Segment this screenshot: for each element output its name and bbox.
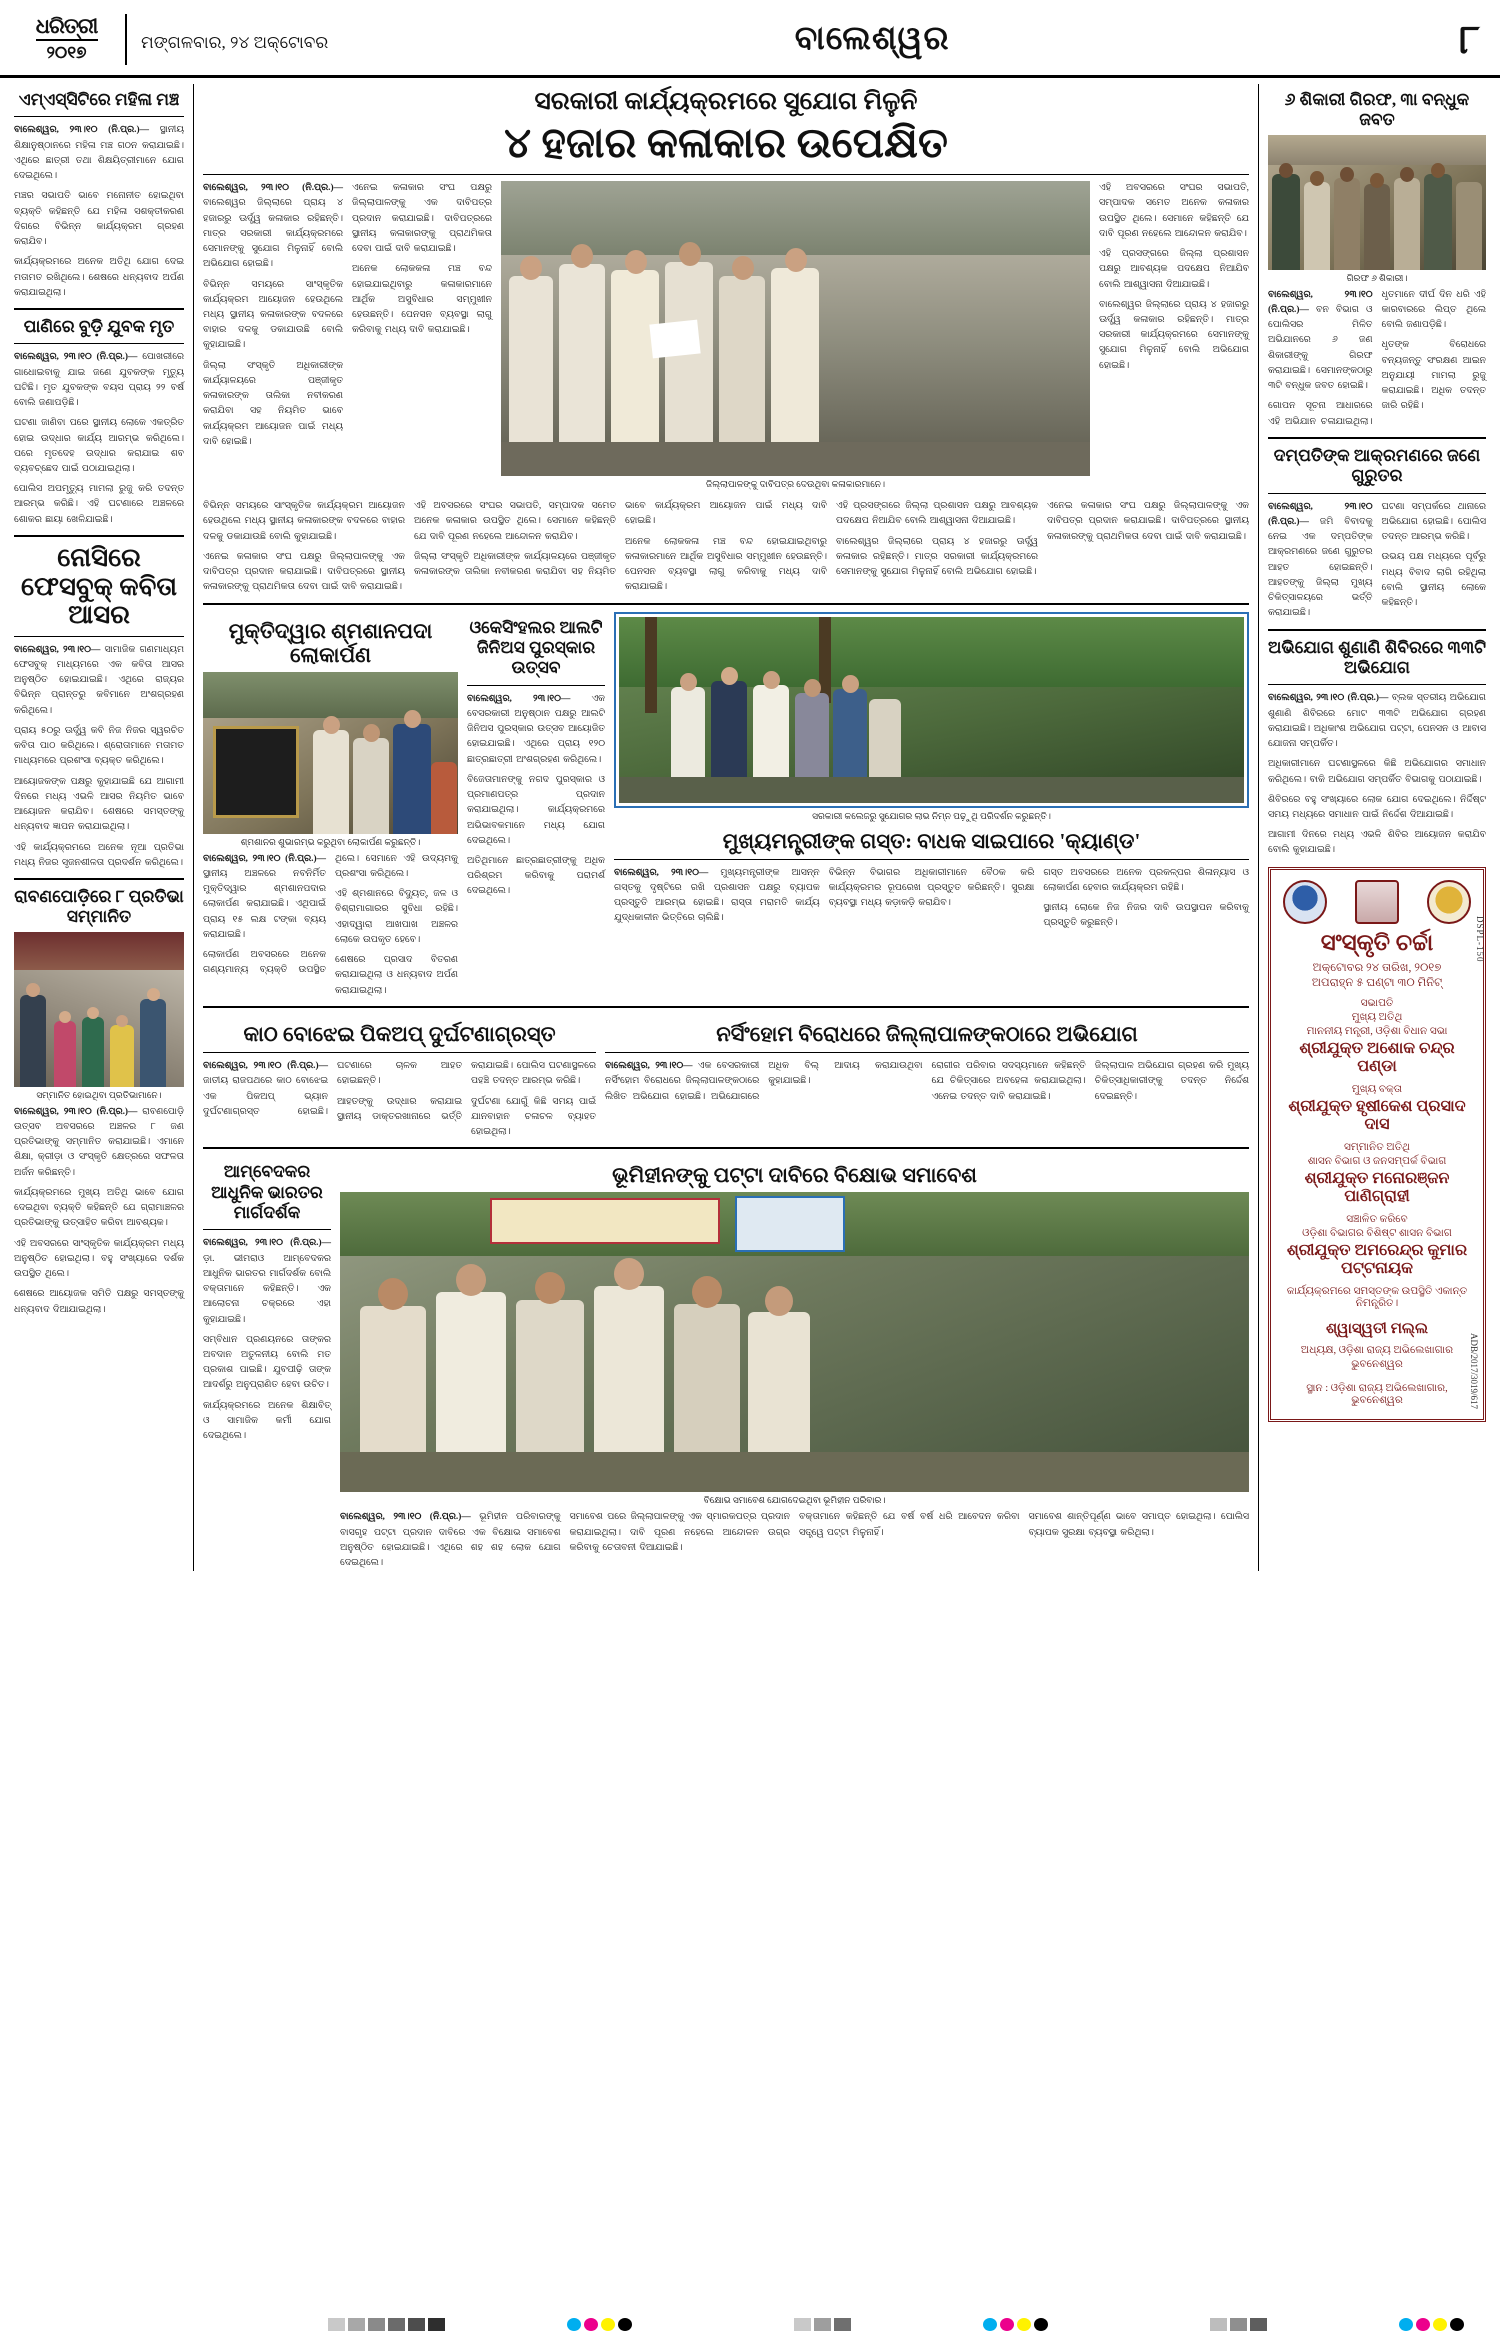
advertisement xyxy=(1268,867,1486,1422)
main-column xyxy=(203,84,1249,1571)
paragraph: ଭୂମିହୀନ ପରିବାରଙ୍କୁ ବାସଗୃହ ପଟ୍ଟା ପ୍ରଦାନ ଦାବିରେ ଏକ ବିକ୍ଷୋଭ ସମାବେଶ ଅନୁଷ୍ଠିତ ହୋଇଯାଇଛି। ଏଥିରେ ଶହ ଶହ ଲୋକ ଯୋଗ ଦେଇଥିଲେ। xyxy=(340,1512,561,1569)
newspaper-logo xyxy=(14,4,119,75)
paragraph: ଏହି ପ୍ରସଙ୍ଗରେ ଜିଲ୍ଲା ପ୍ରଶାସନ ପକ୍ଷରୁ ଆବଶ୍ୟକ ପଦକ୍ଷେପ ନିଆଯିବ ବୋଲି ଆଶ୍ୱାସନା ଦିଆଯାଇଛି। xyxy=(836,501,1038,527)
paragraph: ପ୍ରାୟ ୫୦ରୁ ଊର୍ଦ୍ଧ୍ୱ କବି ନିଜ ନିଜର ସ୍ୱରଚିତ କବିତା ପାଠ କରିଥିଲେ। ଶ୍ରୋତାମାନେ ମତାମତ ମାଧ୍ୟମରେ ପ୍ରଶଂସା ବ୍ୟକ୍ତ କରିଥିଲେ। xyxy=(14,725,184,767)
story-headline: ରାବଣପୋଡ଼ିରେ ୮ ପ୍ରତିଭା ସମ୍ମାନିତ xyxy=(14,887,184,927)
lead-body-col3 xyxy=(1099,181,1249,494)
paragraph: ସାମାଜିକ ଗଣମାଧ୍ୟମ ଫେସବୁକ୍ ମାଧ୍ୟମରେ ଏକ କବିତା ଆସର ଅନୁଷ୍ଠିତ ହୋଇଯାଇଛି। ଏଥିରେ ରାଜ୍ୟର ବିଭିନ୍ନ ପ୍ରାନ୍ତରୁ କବିମାନେ ଅଂଶଗ୍ରହଣ କରିଥିଲେ। xyxy=(14,644,184,716)
ad-guest2-name: ଶ୍ରୀଯୁକ୍ତ ହୃଷୀକେଶ ପ୍ରସାଦ ଦାସ xyxy=(1288,1097,1466,1133)
paragraph: ଗସ୍ତ ଅବସରରେ ଅନେକ ପ୍ରକଳ୍ପର ଶିଳାନ୍ୟାସ ଓ ଲୋକାର୍ପଣ ହେବାର କାର୍ଯ୍ୟକ୍ରମ ରହିଛି। xyxy=(1043,867,1249,893)
divider xyxy=(203,1147,1249,1149)
ad-guest3-name: ଶ୍ରୀଯୁକ୍ତ ମନୋରଞ୍ଜନ ପାଣିଗ୍ରାହୀ xyxy=(1304,1169,1450,1205)
cmyk-dots-3 xyxy=(1393,2313,1470,2335)
ad-guest4-name: ଶ୍ରୀଯୁକ୍ତ ଅମରେନ୍ଦ୍ର କୁମାର ପଟ୍ଟନାୟକ xyxy=(1286,1241,1468,1277)
photo-content xyxy=(14,932,184,1087)
story-bhumihin xyxy=(340,1156,1249,1571)
paragraph: ରାବଣପୋଡ଼ି ଉତ୍ସବ ଅବସରରେ ଅଞ୍ଚଳର ୮ ଜଣ ପ୍ରତିଭାଙ୍କୁ ସମ୍ମାନିତ କରାଯାଇଛି। ଏମାନେ ଶିକ୍ଷା, କ୍ରୀଡ଼ା ଓ ସଂସ୍କୃତି କ୍ଷେତ୍ରରେ ସଫଳତା ଅର୍ଜନ କରିଛନ୍ତି। xyxy=(14,1106,185,1178)
story-body xyxy=(1268,500,1486,622)
divider xyxy=(203,174,1249,175)
ad-role-president: ସଭାପତି xyxy=(1360,997,1394,1009)
gray-ramp-3 xyxy=(1204,2313,1273,2335)
divider xyxy=(14,308,184,310)
paragraph: ବିଭିନ୍ନ ସମୟରେ ସାଂସ୍କୃତିକ କାର୍ଯ୍ୟକ୍ରମ ଆୟୋଜନ ହେଉଥିଲେ ମଧ୍ୟ ସ୍ଥାନୀୟ କଳାକାରଙ୍କ ବଦଳରେ ବାହାର ଦଳକୁ ଡକାଯାଉଛି ବୋଲି କୁହାଯାଇଛି। xyxy=(203,279,343,351)
story-headline: ନର୍ସିଂହୋମ ବିରୋଧରେ ଜିଲ୍ଲାପାଳଙ୍କଠାରେ ଅଭିଯୋଗ xyxy=(716,1021,1138,1046)
story-body xyxy=(605,1059,1249,1105)
ad-role-main-speaker: ମୁଖ୍ୟ ବକ୍ତା xyxy=(1351,1083,1403,1095)
paragraph: ପୋଲିସ ଅପମୃତ୍ୟୁ ମାମଲା ରୁଜୁ କରି ତଦନ୍ତ ଆରମ୍ଭ କରିଛି। ଏହି ଘଟଣାରେ ଅଞ୍ଚଳରେ ଶୋକର ଛାୟା ଖେଳିଯାଇଛି। xyxy=(14,484,184,525)
photo-caption: ବିକ୍ଷୋଭ ସମାବେଶ ଯୋଗଦେଇଥିବା ଭୂମିହୀନ ପରିବାର। xyxy=(703,1495,886,1506)
ad-venue: ସ୍ଥାନ : ଓଡ଼ିଶା ରାଜ୍ୟ ଅଭିଲେଖାଗାର, ଭୁବନେଶ୍ୱର xyxy=(1306,1382,1448,1406)
paragraph: ମୁଖ୍ୟମନ୍ତ୍ରୀଙ୍କ ଆସନ୍ନ ଗସ୍ତକୁ ଦୃଷ୍ଟିରେ ରଖି ପ୍ରଶାସନ ପକ୍ଷରୁ ବ୍ୟାପକ ପ୍ରସ୍ତୁତି ଆରମ୍ଭ ହୋଇଛି। ରାସ୍ତା ମରାମତି କାର୍ଯ୍ୟ ଯୁଦ୍ଧକାଳୀନ ଭିତ୍ତିରେ ଚାଲିଛି। xyxy=(614,867,820,924)
ad-guest3-desc: ଶାସନ ବିଭାଗ ଓ ଜନସମ୍ପର୍କ ବିଭାଗ xyxy=(1307,1155,1447,1167)
masthead xyxy=(0,0,1500,78)
story-body xyxy=(340,1510,1249,1571)
paragraph: ଏହି ପ୍ରସଙ୍ଗରେ ଜିଲ୍ଲା ପ୍ରଶାସନ ପକ୍ଷରୁ ଆବଶ୍ୟକ ପଦକ୍ଷେପ ନିଆଯିବ ବୋଲି ଆଶ୍ୱାସନା ଦିଆଯାଇଛି। xyxy=(1099,249,1249,290)
paragraph: ଗୋପନ ସୂଚନା ଆଧାରରେ ଏହି ଅଭିଯାନ ଚଳାଯାଇଥିଲା। ଧୃତମାନେ ଦୀର୍ଘ ଦିନ ଧରି ଏହି କାରବାରରେ ଲିପ୍ତ ଥିଲେ ବୋଲି ଜଣାପଡ଼ିଛି। xyxy=(1268,289,1486,427)
ad-title: ସଂସ୍କୃତି ଚର୍ଚ୍ଚା xyxy=(1320,929,1434,955)
story-photo xyxy=(1268,135,1486,270)
story-yubak-mruta xyxy=(14,317,184,528)
divider xyxy=(203,603,1249,605)
paragraph: କାର୍ଯ୍ୟକ୍ରମରେ ଅନେକ ଶିକ୍ଷାବିତ୍ ଓ ସାମାଜିକ କର୍ମୀ ଯୋଗ ଦେଇଥିଲେ। xyxy=(203,1400,331,1442)
paragraph: ଶେଷରେ ଆୟୋଜକ ସମିତି ପକ୍ଷରୁ ସମସ୍ତଙ୍କୁ ଧନ୍ୟବାଦ ଦିଆଯାଇଥିଲା। xyxy=(14,1289,184,1315)
paragraph: ଏକ ବେସରକାରୀ ନର୍ସିଂହୋମ ବିରୋଧରେ ଜିଲ୍ଲାପାଳଙ୍କଠାରେ ଲିଖିତ ଅଭିଯୋଗ ହୋଇଛି। ଅଭିଯୋଗରେ ଅଧିକ ବିଲ୍ ଆଦାୟ କରାଯାଉଥିବା କୁହାଯାଇଛି। xyxy=(605,1061,923,1102)
story-poachers-arrested xyxy=(1268,90,1486,430)
paragraph: ସ୍ଥାନୀୟ ଲୋକେ ନିଜ ନିଜର ଦାବି ଉପସ୍ଥାପନ କରିବାକୁ ପ୍ରସ୍ତୁତି କରୁଛନ୍ତି। xyxy=(1043,903,1249,929)
photo-caption: ଗିରଫ ୬ ଶିକାରୀ। xyxy=(1346,272,1408,283)
story-body xyxy=(14,643,184,871)
story-headline: ମୁକ୍ତିଦ୍ୱାର ଶ୍ମଶାନପଦା ଲୋକାର୍ପଣ xyxy=(228,618,433,667)
lead-photo xyxy=(501,181,1090,476)
paragraph: ଆହତଙ୍କୁ ଉଦ୍ଧାର କରାଯାଇ ସ୍ଥାନୀୟ ଡାକ୍ତରଖାନାରେ ଭର୍ତ୍ତି କରାଯାଇଛି। ପୋଲିସ ଘଟଣାସ୍ଥଳରେ ପହଞ୍ଚି ତଦନ୍ତ ଆରମ୍ଭ କରିଛି। xyxy=(337,1061,596,1122)
photo-content xyxy=(1268,135,1486,270)
story-headline: ଆମ୍ବେଦକର ଆଧୁନିକ ଭାରତର ମାର୍ଗଦର୍ଶକ xyxy=(211,1162,323,1222)
ad-signer-role: ଅଧ୍ୟକ୍ଷ, ଓଡ଼ିଶା ରାଜ୍ୟ ଅଭିଲେଖାଗାର xyxy=(1300,1344,1454,1356)
story-cm-visit xyxy=(614,612,1249,999)
institution-logo-icon xyxy=(1427,880,1471,924)
divider xyxy=(1268,437,1486,439)
paragraph: ଅନେକ ଲୋକକଳା ମଞ୍ଚ ବନ୍ଦ ହୋଇଯାଇଥିବାରୁ କଳାକାରମାନେ ଆର୍ଥିକ ଅସୁବିଧାର ସମ୍ମୁଖୀନ ହେଉଛନ୍ତି। ପେନସନ ବ୍ୟବସ୍ଥା ଲାଗୁ କରିବାକୁ ମଧ୍ୟ ଦାବି କରାଯାଇଛି। xyxy=(352,264,492,336)
dateline: ବାଲେଶ୍ୱର, ୨୩।୧୦ (ନି.ପ୍ର.)— xyxy=(14,1106,138,1117)
story-photo xyxy=(14,932,184,1087)
paragraph: ସମାବେଶ ପରେ ଜିଲ୍ଲାପାଳଙ୍କୁ ଏକ ସ୍ମାରକପତ୍ର ପ୍ରଦାନ କରାଯାଇଥିଲା। ଦାବି ପୂରଣ ନହେଲେ ଆନ୍ଦୋଳନ ଉଗ୍ର କରିବାକୁ ଚେତାବନୀ ଦିଆଯାଇଛି। xyxy=(569,1512,790,1553)
story-body xyxy=(203,1059,596,1140)
paragraph: ବକ୍ତାମାନେ କହିଛନ୍ତି ଯେ ବର୍ଷ ବର୍ଷ ଧରି ଆବେଦନ କରିବା ସତ୍ତ୍ୱେ ପଟ୍ଟା ମିଳୁନାହିଁ। xyxy=(799,1512,1020,1538)
story-grievance-camp xyxy=(1268,638,1486,859)
story-body xyxy=(203,1236,331,1444)
story-couple-attack xyxy=(1268,446,1486,622)
secondary-row-3 xyxy=(203,1156,1249,1571)
dateline: ବାଲେଶ୍ୱର, ୨୩।୧୦ (ନି.ପ୍ର.)— xyxy=(1268,289,1373,316)
lead-body-col1 xyxy=(203,181,343,494)
paragraph: କାର୍ଯ୍ୟକ୍ରମରେ ମୁଖ୍ୟ ଅତିଥି ଭାବେ ଯୋଗ ଦେଇଥିବା ବ୍ୟକ୍ତି କହିଛନ୍ତି ଯେ ଗ୍ରାମାଞ୍ଚଳର ପ୍ରତିଭାଙ୍କୁ ଉତ୍ସାହିତ କରିବା ଆବଶ୍ୟକ। xyxy=(14,1187,184,1229)
paragraph: ଘଟଣା ସମ୍ପର୍କରେ ଥାନାରେ ଅଭିଯୋଗ ହୋଇଛି। ପୋଲିସ ତଦନ୍ତ ଆରମ୍ଭ କରିଛି। xyxy=(1381,501,1486,543)
dateline: ବାଲେଶ୍ୱର, ୨୩।୧୦ (ନି.ପ୍ର.)— xyxy=(14,125,149,136)
paragraph: ଅନେକ ଲୋକକଳା ମଞ୍ଚ ବନ୍ଦ ହୋଇଯାଇଥିବାରୁ କଳାକାରମାନେ ଆର୍ଥିକ ଅସୁବିଧାର ସମ୍ମୁଖୀନ ହେଉଛନ୍ତି। ପେନସନ ବ୍ୟବସ୍ଥା ଲାଗୁ କରିବାକୁ ମଧ୍ୟ ଦାବି କରାଯାଇଛି। xyxy=(625,536,827,593)
story-body xyxy=(1268,288,1486,430)
paragraph: ବ୍ଲକ ସ୍ତରୀୟ ଅଭିଯୋଗ ଶୁଣାଣି ଶିବିରରେ ମୋଟ ୩୩ଟି ଅଭିଯୋଗ ଗ୍ରହଣ କରାଯାଇଛି। ଅଧିକାଂଶ ଅଭିଯୋଗ ପଟ୍ଟା, ପେନସନ ଓ ଆବାସ ଯୋଜନା ସମ୍ପର୍କିତ। xyxy=(1268,693,1487,750)
ad-crests xyxy=(1283,880,1471,924)
divider xyxy=(14,636,184,637)
paragraph: ଧୃତଙ୍କ ବିରୋଧରେ ବନ୍ୟଜନ୍ତୁ ସଂରକ୍ଷଣ ଆଇନ ଅନୁଯାୟୀ ମାମଲା ରୁଜୁ କରାଯାଇଛି। ଅଧିକ ତଦନ୍ତ ଜାରି ରହିଛି। xyxy=(1381,340,1486,412)
story-body xyxy=(467,692,605,900)
paragraph: ଅତିଥିମାନେ ଛାତ୍ରଛାତ୍ରୀଙ୍କୁ ଅଧିକ ପରିଶ୍ରମ କରିବାକୁ ପରାମର୍ଶ ଦେଇଥିଲେ। xyxy=(467,856,605,897)
paragraph: ଏନେଇ କଳାକାର ସଂଘ ପକ୍ଷରୁ ଜିଲ୍ଲାପାଳଙ୍କୁ ଏକ ଦାବିପତ୍ର ପ୍ରଦାନ କରାଯାଇଛି। ଦାବିପତ୍ରରେ ସ୍ଥାନୀୟ କଳାକାରଙ୍କୁ ପ୍ରାଥମିକତା ଦେବା ପାଇଁ ଦାବି କରାଯାଇଛି। xyxy=(352,183,492,255)
story-pickup-accident xyxy=(203,1015,596,1140)
page-content xyxy=(0,78,1500,1571)
secondary-row-2 xyxy=(203,1015,1249,1140)
photo-caption: ସମ୍ମାନିତ ହୋଇଥିବା ପ୍ରତିଭାମାନେ। xyxy=(36,1089,162,1100)
paragraph: ଉଭୟ ପକ୍ଷ ମଧ୍ୟରେ ପୂର୍ବରୁ ମଧ୍ୟ ବିବାଦ ଲାଗି ରହିଥିଲା ବୋଲି ସ୍ଥାନୀୟ ଲୋକେ କହିଛନ୍ତି। xyxy=(1381,552,1486,609)
cmyk-dots-2 xyxy=(977,2313,1054,2335)
state-seal-icon xyxy=(1355,880,1399,924)
story-photo-frame xyxy=(614,612,1249,808)
ad-vertical-code: ADB/2017/3019/617 xyxy=(1469,1332,1479,1409)
dateline: ବାଲେଶ୍ୱର, ୨୩।୧୦— xyxy=(605,1061,693,1072)
paragraph: ଶିବିରରେ ବହୁ ସଂଖ୍ୟାରେ ଲୋକ ଯୋଗ ଦେଇଥିଲେ। ନିର୍ଦ୍ଦିଷ୍ଟ ସମୟ ମଧ୍ୟରେ ସମାଧାନ ପାଇଁ ନିର୍ଦ୍ଦେଶ ଦିଆଯାଇଛି। xyxy=(1268,794,1486,820)
ad-guest1-name: ଶ୍ରୀଯୁକ୍ତ ଅଶୋକ ଚନ୍ଦ୍ର ପଣ୍ଡା xyxy=(1299,1039,1455,1075)
paragraph: ରୋଗୀର ପରିବାର ସଦସ୍ୟମାନେ କହିଛନ୍ତି ଯେ ଚିକିତ୍ସାରେ ଅବହେଳା କରାଯାଇଥିଲା। ଏନେଇ ତଦନ୍ତ ଦାବି କରାଯାଇଛି। xyxy=(931,1061,1086,1102)
story-headline: ଓକେସିଂହଲର ଆଲଟି ଜିନିଅସ ପୁରସ୍କାର ଉତ୍ସବ xyxy=(469,617,603,678)
story-facebook-kabita xyxy=(14,544,184,871)
paragraph: ବିଭିନ୍ନ ସମୟରେ ସାଂସ୍କୃତିକ କାର୍ଯ୍ୟକ୍ରମ ଆୟୋଜନ ହେଉଥିଲେ ମଧ୍ୟ ସ୍ଥାନୀୟ କଳାକାରଙ୍କ ବଦଳରେ ବାହାର ଦଳକୁ ଡକାଯାଉଛି ବୋଲି କୁହାଯାଇଛି। xyxy=(203,501,405,542)
left-column xyxy=(14,84,184,1571)
paragraph: ସମ୍ବିଧାନ ପ୍ରଣୟନରେ ତାଙ୍କର ଅବଦାନ ଅତୁଳନୀୟ ବୋଲି ମତ ପ୍ରକାଶ ପାଇଛି। ଯୁବପୀଢ଼ି ତାଙ୍କ ଆଦର୍ଶରୁ ଅନୁପ୍ରାଣିତ ହେବା ଉଚିତ। xyxy=(203,1334,331,1391)
story-headline: କାଠ ବୋଝେଇ ପିକଅପ୍ ଦୁର୍ଘଟଣାଗ୍ରସ୍ତ xyxy=(243,1021,556,1046)
paragraph: ଏହି ଅବସରରେ ସଂଘର ସଭାପତି, ସମ୍ପାଦକ ସମେତ ଅନେକ କଳାକାର ଉପସ୍ଥିତ ଥିଲେ। ସେମାନେ କହିଛନ୍ତି ଯେ ଦାବି ପୂରଣ ନହେଲେ ଆନ୍ଦୋଳନ କରାଯିବ। xyxy=(414,501,616,542)
divider xyxy=(1268,684,1486,685)
emblem-icon xyxy=(1283,880,1327,924)
logo-divider xyxy=(36,39,98,41)
ad-invitation-note: କାର୍ଯ୍ୟକ୍ରମରେ ସମସ୍ତଙ୍କ ଉପସ୍ଥିତି ଏକାନ୍ତ ନିମନ୍ତ୍ରିତ। xyxy=(1286,1285,1468,1309)
story-mahila-mancha xyxy=(14,90,184,301)
ad-time: ଅପରାହ୍ନ ୫ ଘଣ୍ଟା ୩୦ ମିନିଟ୍ xyxy=(1311,976,1443,989)
paragraph: ଏକ ବେସରକାରୀ ଅନୁଷ୍ଠାନ ପକ୍ଷରୁ ଆଲଟି ଜିନିଅସ ପୁରସ୍କାର ଉତ୍ସବ ଆୟୋଜିତ ହୋଇଯାଇଛି। ଏଥିରେ ପ୍ରାୟ ୧୨୦ ଛାତ୍ରଛାତ୍ରୀ ଅଂଶଗ୍ରହଣ କରିଥିଲେ। xyxy=(467,693,605,765)
paragraph: ମଞ୍ଚର ସଭାପତି ଭାବେ ମନୋନୀତ ହୋଇଥିବା ବ୍ୟକ୍ତି କହିଛନ୍ତି ଯେ ମହିଳା ସଶକ୍ତୀକରଣ ଦିଗରେ ବିଭିନ୍ନ କାର୍ଯ୍ୟକ୍ରମ ଗ୍ରହଣ କରାଯିବ। xyxy=(14,191,184,248)
divider xyxy=(467,685,605,686)
divider xyxy=(1268,629,1486,631)
paragraph: ପୋଖରୀରେ ଗାଧୋଇବାକୁ ଯାଇ ଜଣେ ଯୁବକଙ୍କ ମୃତ୍ୟୁ ଘଟିଛି। ମୃତ ଯୁବକଙ୍କ ବୟସ ପ୍ରାୟ ୨୨ ବର୍ଷ ବୋଲି ଜଣାପଡ଼ିଛି। xyxy=(14,352,185,409)
story-mukti-dwar xyxy=(203,612,458,999)
dateline: ବାଲେଶ୍ୱର, ୨୩।୧୦ (ନି.ପ୍ର.)— xyxy=(203,183,343,194)
logo-year: ୨୦୧୭ xyxy=(46,43,87,62)
dateline: ବାଲେଶ୍ୱର, ୨୩।୧୦ (ନି.ପ୍ର.)— xyxy=(203,853,326,864)
paragraph: ଆଗାମୀ ଦିନରେ ମଧ୍ୟ ଏଭଳି ଶିବିର ଆୟୋଜନ କରାଯିବ ବୋଲି କୁହାଯାଇଛି। xyxy=(1268,830,1486,856)
gray-ramp-2 xyxy=(788,2313,857,2335)
paragraph: ବାଲେଶ୍ୱର ଜିଲ୍ଲାରେ ପ୍ରାୟ ୪ ହଜାରରୁ ଊର୍ଦ୍ଧ୍ୱ କଳାକାର ରହିଛନ୍ତି। ମାତ୍ର ସରକାରୀ କାର୍ଯ୍ୟକ୍ରମରେ ସେମାନଙ୍କୁ ସୁଯୋଗ ମିଳୁନାହିଁ ବୋଲି ଅଭିଯୋଗ ହୋଇଛି। xyxy=(836,536,1038,578)
ad-signer-name: ଶ୍ୱାସ୍ୱତୀ ମଲ୍ଲ xyxy=(1325,1320,1429,1337)
divider xyxy=(605,1052,1249,1053)
print-registration-bar xyxy=(0,2313,1500,2335)
paragraph: ବାଲେଶ୍ୱର ଜିଲ୍ଲାରେ ପ୍ରାୟ ୪ ହଜାରରୁ ଊର୍ଦ୍ଧ୍ୱ କଳାକାର ରହିଛନ୍ତି। ମାତ୍ର ସରକାରୀ କାର୍ଯ୍ୟକ୍ରମରେ ସେମାନଙ୍କୁ ସୁଯୋଗ ମିଳୁନାହିଁ ବୋଲି ଅଭିଯୋଗ ହୋଇଛି। xyxy=(203,198,343,270)
paragraph: ବିଭିନ୍ନ ବିଭାଗର ଅଧିକାରୀମାନେ ବୈଠକ କରି କାର୍ଯ୍ୟକ୍ରମର ରୂପରେଖ ପ୍ରସ୍ତୁତ କରିଛନ୍ତି। ସୁରକ୍ଷା ବ୍ୟବସ୍ଥା ମଧ୍ୟ କଡ଼ାକଡ଼ି କରାଯିବ। xyxy=(828,867,1035,909)
paragraph: ବିଜେତାମାନଙ୍କୁ ନଗଦ ପୁରସ୍କାର ଓ ପ୍ରମାଣପତ୍ର ପ୍ରଦାନ କରାଯାଇଥିଲା। କାର୍ଯ୍ୟକ୍ରମରେ ଅଭିଭାବକମାନେ ମଧ୍ୟ ଯୋଗ ଦେଇଥିଲେ। xyxy=(467,774,605,846)
paragraph: ଲୋକାର୍ପଣ ଅବସରରେ ଅନେକ ଗଣ୍ୟମାନ୍ୟ ବ୍ୟକ୍ତି ଉପସ୍ଥିତ ଥିଲେ। ସେମାନେ ଏହି ଉଦ୍ୟମକୁ ପ୍ରଶଂସା କରିଥିଲେ। xyxy=(203,853,458,976)
gray-ramp-1 xyxy=(322,2313,451,2335)
edition-title: ବାଲେଶ୍ୱର xyxy=(794,21,950,57)
paragraph: ଜିଲ୍ଲାପାଳ ଅଭିଯୋଗ ଗ୍ରହଣ କରି ମୁଖ୍ୟ ଚିକିତ୍ସାଧିକାରୀଙ୍କୁ ତଦନ୍ତ ନିର୍ଦ୍ଦେଶ ଦେଇଛନ୍ତି। xyxy=(1094,1061,1249,1102)
paragraph: ବନ ବିଭାଗ ଓ ପୋଲିସର ମିଳିତ ଅଭିଯାନରେ ୬ ଜଣ ଶିକାରୀଙ୍କୁ ଗିରଫ କରାଯାଇଛି। ସେମାନଙ୍କଠାରୁ ୩ଟି ବନ୍ଧୁକ ଜବତ ହୋଇଛି। xyxy=(1268,305,1373,392)
ad-side-code: DSPL-150 xyxy=(1475,915,1485,963)
story-headline: ଏମ୍ଏସ୍ସିଟିରେ ମହିଳା ମଞ୍ଚ xyxy=(18,90,180,109)
paragraph: ଏହି କାର୍ଯ୍ୟକ୍ରମରେ ଅନେକ ନୂଆ ପ୍ରତିଭା ମଧ୍ୟ ନିଜର ସୃଜନଶୀଳତା ପ୍ରଦର୍ଶନ କରିଥିଲେ। xyxy=(14,842,184,868)
lead-story xyxy=(203,88,1249,596)
dateline: ବାଲେଶ୍ୱର, ୨୩।୧୦ (ନି.ପ୍ର.)— xyxy=(203,1061,328,1072)
dateline: ବାଲେଶ୍ୱର, ୨୩।୧୦ (ନି.ପ୍ର.)— xyxy=(14,352,138,363)
story-rabanapodi xyxy=(14,887,184,1318)
right-column xyxy=(1268,84,1486,1571)
story-body xyxy=(614,866,1249,932)
ad-role-honoured-guest: ସମ୍ମାନିତ ଅତିଥି xyxy=(1344,1141,1410,1153)
story-headline: ପାଣିରେ ବୁଡ଼ି ଯୁବକ ମୃତ xyxy=(23,316,175,336)
logo-title: ଧରିତ୍ରୀ xyxy=(35,14,98,38)
photo-content xyxy=(340,1192,1249,1492)
divider xyxy=(203,1052,596,1053)
dateline: ବାଲେଶ୍ୱର, ୨୩।୧୦ (ନି.ପ୍ର.)— xyxy=(1268,693,1389,704)
story-headline: ଦମ୍ପତିଙ୍କ ଆକ୍ରମଣରେ ଜଣେ ଗୁରୁତର xyxy=(1273,445,1481,486)
story-headline: ୬ ଶିକାରୀ ଗିରଫ, ୩ା ବନ୍ଧୁକ ଜବତ xyxy=(1284,90,1470,130)
divider xyxy=(203,1229,331,1230)
photo-caption: ସରକାରୀ କଲେଜରୁ ସୁଯୋଗର ଲାଭ ନିମ୍ନ ପଢ଼ୁଥି ପରିଦର୍ଶନ କରୁଛନ୍ତି। xyxy=(812,810,1051,821)
paragraph: ବାଲେଶ୍ୱର ଜିଲ୍ଲାରେ ପ୍ରାୟ ୪ ହଜାରରୁ ଊର୍ଦ୍ଧ୍ୱ କଳାକାର ରହିଛନ୍ତି। ମାତ୍ର ସରକାରୀ କାର୍ଯ୍ୟକ୍ରମରେ ସେମାନଙ୍କୁ ସୁଯୋଗ ମିଳୁନାହିଁ ବୋଲି ଅଭିଯୋଗ ହୋଇଛି। xyxy=(1099,299,1249,371)
story-body xyxy=(14,123,184,301)
column-divider xyxy=(1258,84,1259,1571)
story-headline: ମୁଖ୍ୟମନ୍ତ୍ରୀଙ୍କ ଗସ୍ତ: ବାଧକ ସାଇପାରେ 'କ୍ୟାଣ୍ଡ' xyxy=(722,828,1141,853)
paragraph: ଏହି ଅବସରରେ ସାଂସ୍କୃତିକ କାର୍ଯ୍ୟକ୍ରମ ମଧ୍ୟ ଅନୁଷ୍ଠିତ ହୋଇଥିଲା। ବହୁ ସଂଖ୍ୟାରେ ଦର୍ଶକ ଉପସ୍ଥିତ ଥିଲେ। xyxy=(14,1238,184,1280)
paragraph: ଅଧିକାରୀମାନେ ଘଟଣାସ୍ଥଳରେ କିଛି ଅଭିଯୋଗର ସମାଧାନ କରିଥିଲେ। ବାକି ଅଭିଯୋଗ ସମ୍ପର୍କିତ ବିଭାଗକୁ ପଠାଯାଇଛି। xyxy=(1268,759,1486,785)
ad-role-moderator: ସଞ୍ଚାଳିତ କରିବେ xyxy=(1346,1213,1408,1225)
divider xyxy=(14,878,184,880)
lead-body-continued xyxy=(203,499,1249,595)
paragraph: ଜିଲ୍ଲା ସଂସ୍କୃତି ଅଧିକାରୀଙ୍କ କାର୍ଯ୍ୟାଳୟରେ ପଞ୍ଜୀକୃତ କଳାକାରଙ୍କ ତାଲିକା ନବୀକରଣ କରାଯିବା ସହ ନିୟମିତ ଭାବେ କାର୍ଯ୍ୟକ୍ରମ ଆୟୋଜନ ପାଇଁ ମଧ୍ୟ ଦାବି ହୋଇଛି। xyxy=(203,360,343,447)
photo-content xyxy=(501,181,1090,476)
dateline: ବାଲେଶ୍ୱର, ୨୩।୧୦ (ନି.ପ୍ର.)— xyxy=(203,1238,331,1249)
paragraph: ଆୟୋଜକଙ୍କ ପକ୍ଷରୁ କୁହାଯାଇଛି ଯେ ଆଗାମୀ ଦିନରେ ମଧ୍ୟ ଏଭଳି ଆସର ନିୟମିତ ଭାବେ ଆୟୋଜନ କରାଯିବ। ଶେଷରେ ସମସ୍ତଙ୍କୁ ଧନ୍ୟବାଦ ଜ୍ଞାପନ କରାଯାଇଥିଲା। xyxy=(14,776,184,833)
story-genius-award xyxy=(467,612,605,999)
divider xyxy=(1268,493,1486,494)
photo-content xyxy=(619,617,1244,803)
paragraph: ଜାତୀୟ ରାଜପଥରେ କାଠ ବୋଝେଇ ଏକ ପିକଅପ୍ ଭ୍ୟାନ ଦୁର୍ଘଟଣାଗ୍ରସ୍ତ ହୋଇଛି। ଘଟଣାରେ ଚାଳକ ଆହତ ହୋଇଛନ୍ତି। xyxy=(203,1061,462,1117)
masthead-date: ମଙ୍ଗଳବାର, ୨୪ ଅକ୍ଟୋବର xyxy=(125,14,328,65)
cmyk-dots-1 xyxy=(561,2313,638,2335)
paragraph: ସ୍ଥାନୀୟ ଅଞ୍ଚଳରେ ନବନିର୍ମିତ ମୁକ୍ତିଦ୍ୱାର ଶ୍ମଶାନପଦାର ଲୋକାର୍ପଣ କରାଯାଇଛି। ଏଥିପାଇଁ ପ୍ରାୟ ୧୫ ଲକ୍ଷ ଟଙ୍କା ବ୍ୟୟ କରାଯାଇଛି। xyxy=(203,869,326,940)
story-headline: ନୋସିରେ ଫେସବୁକ୍ କବିତା ଆସର xyxy=(20,542,177,630)
paragraph: ଏହି ଶ୍ମଶାନରେ ବିଦ୍ୟୁତ୍, ଜଳ ଓ ବିଶ୍ରାମାଗାରର ସୁବିଧା ରହିଛି। ଏହାଦ୍ୱାରା ଆଖପାଖ ଅଞ୍ଚଳର ଲୋକେ ଉପକୃତ ହେବେ। xyxy=(335,889,458,945)
page-number: ୮ xyxy=(1459,17,1480,62)
dateline: ବାଲେଶ୍ୱର, ୨୩।୧୦— xyxy=(14,644,101,655)
paragraph: ଏହି ଅବସରରେ ସଂଘର ସଭାପତି, ସମ୍ପାଦକ ସମେତ ଅନେକ କଳାକାର ଉପସ୍ଥିତ ଥିଲେ। ସେମାନେ କହିଛନ୍ତି ଯେ ଦାବି ପୂରଣ ନହେଲେ ଆନ୍ଦୋଳନ କରାଯିବ। xyxy=(1099,183,1249,239)
dateline: ବାଲେଶ୍ୱର, ୨୩।୧୦— xyxy=(614,867,709,878)
dateline: ବାଲେଶ୍ୱର, ୨୩।୧୦— xyxy=(467,693,571,704)
ad-guest4-desc: ଓଡ଼ିଶା ବିଭାଗର ବିଶିଷ୍ଟ ଶାସନ ବିଭାଗ xyxy=(1302,1227,1452,1239)
ad-role-chief-guest: ମୁଖ୍ୟ ଅତିଥି xyxy=(1351,1011,1403,1023)
lead-kicker: ସରକାରୀ କାର୍ଯ୍ୟକ୍ରମରେ ସୁଯୋଗ ମିଳୁନି xyxy=(534,88,918,115)
paragraph: ଘଟଣା ଜାଣିବା ପରେ ସ୍ଥାନୀୟ ଲୋକେ ଏକତ୍ରିତ ହୋଇ ଉଦ୍ଧାର କାର୍ଯ୍ୟ ଆରମ୍ଭ କରିଥିଲେ। ପରେ ମୃତଦେହ ଉଦ୍ଧାର କରାଯାଇ ଶବ ବ୍ୟବଚ୍ଛେଦ ପାଇଁ ପଠାଯାଇଥିଲା। xyxy=(14,418,184,474)
paragraph: ସ୍ଥାନୀୟ ଶିକ୍ଷାନୁଷ୍ଠାନରେ ମହିଳା ମଞ୍ଚ ଗଠନ କରାଯାଇଛି। ଏଥିରେ ଛାତ୍ରୀ ତଥା ଶିକ୍ଷୟିତ୍ରୀମାନେ ଯୋଗ ଦେଇଥିଲେ। xyxy=(14,125,185,182)
paragraph: ଡ଼ା. ଭୀମରାଓ ଆମ୍ବେଦକର ଆଧୁନିକ ଭାରତର ମାର୍ଗଦର୍ଶକ ବୋଲି ବକ୍ତାମାନେ କହିଛନ୍ତି। ଏକ ଆଲୋଚନା ଚକ୍ରରେ ଏହା କୁହାଯାଇଛି। xyxy=(203,1253,331,1325)
paragraph: ଦୁର୍ଘଟଣା ଯୋଗୁଁ କିଛି ସମୟ ପାଇଁ ଯାନବାହାନ ଚଳାଚଳ ବ୍ୟାହତ ହୋଇଥିଲା। xyxy=(471,1096,596,1137)
photo-content xyxy=(203,672,458,834)
divider xyxy=(14,535,184,537)
paragraph: ଏନେଇ କଳାକାର ସଂଘ ପକ୍ଷରୁ ଜିଲ୍ଲାପାଳଙ୍କୁ ଏକ ଦାବିପତ୍ର ପ୍ରଦାନ କରାଯାଇଛି। ଦାବିପତ୍ରରେ ସ୍ଥାନୀୟ କଳାକାରଙ୍କୁ ପ୍ରାଥମିକତା ଦେବା ପାଇଁ ଦାବି କରାଯାଇଛି। xyxy=(203,551,405,593)
dateline: ବାଲେଶ୍ୱର, ୨୩।୧୦ (ନି.ପ୍ର.)— xyxy=(1268,501,1373,527)
story-photo xyxy=(340,1192,1249,1492)
photo-caption: ଶ୍ମଶାନର ଶୁଭାରମ୍ଭ କରୁଥିବା ଲୋକାର୍ପଣ କରୁଛନ୍ତି। xyxy=(240,836,421,847)
lead-body-col2 xyxy=(352,181,492,494)
story-headline: ଅଭିଯୋଗ ଶୁଣାଣି ଶିବିରରେ ୩୩ଟି ଅଭିଯୋଗ xyxy=(1268,637,1486,677)
story-photo xyxy=(203,672,458,834)
divider xyxy=(203,1006,1249,1008)
photo-caption: ଜିଲ୍ଲାପାଳଙ୍କୁ ଦାବିପତ୍ର ଦେଉଥିବା କଳାକାରମାନେ। xyxy=(705,479,885,490)
divider xyxy=(14,116,184,117)
ad-guest1-desc: ମାନନୀୟ ମନ୍ତ୍ରୀ, ଓଡ଼ିଶା ବିଧାନ ସଭା xyxy=(1306,1025,1448,1037)
ad-date: ଅକ୍ଟୋବର ୨୪ ତାରିଖ, ୨୦୧୭ xyxy=(1312,961,1442,974)
paragraph: ଜମି ବିବାଦକୁ ନେଇ ଏକ ଦମ୍ପତିଙ୍କ ଆକ୍ରମଣରେ ଜଣେ ଗୁରୁତର ଆହତ ହୋଇଛନ୍ତି। ଆହତଙ୍କୁ ଜିଲ୍ଲା ମୁଖ୍ୟ ଚିକିତ୍ସାଳୟରେ ଭର୍ତ୍ତି କରାଯାଇଛି। xyxy=(1268,516,1373,619)
column-divider xyxy=(193,84,194,1571)
story-body xyxy=(14,350,184,528)
story-ambedkar xyxy=(203,1156,331,1571)
paragraph: ଶେଷରେ ପ୍ରସାଦ ବିତରଣ କରାଯାଇଥିଲା ଓ ଧନ୍ୟବାଦ ଅର୍ପଣ କରାଯାଇଥିଲା। xyxy=(335,955,458,996)
paragraph: ଜିଲ୍ଲା ସଂସ୍କୃତି ଅଧିକାରୀଙ୍କ କାର୍ଯ୍ୟାଳୟରେ ପଞ୍ଜୀକୃତ କଳାକାରଙ୍କ ତାଲିକା ନବୀକରଣ କରାଯିବା ସହ ନିୟମିତ ଭାବେ କାର୍ଯ୍ୟକ୍ରମ ଆୟୋଜନ ପାଇଁ ମଧ୍ୟ ଦାବି ହୋଇଛି। xyxy=(414,501,827,578)
story-nursing-home xyxy=(605,1015,1249,1140)
story-body xyxy=(14,1105,184,1318)
secondary-row-1 xyxy=(203,612,1249,999)
story-body xyxy=(1268,691,1486,858)
paragraph: ଏନେଇ କଳାକାର ସଂଘ ପକ୍ଷରୁ ଜିଲ୍ଲାପାଳଙ୍କୁ ଏକ ଦାବିପତ୍ର ପ୍ରଦାନ କରାଯାଇଛି। ଦାବିପତ୍ରରେ ସ୍ଥାନୀୟ କଳାକାରଙ୍କୁ ପ୍ରାଥମିକତା ଦେବା ପାଇଁ ଦାବି କରାଯାଇଛି। xyxy=(1047,501,1249,542)
ad-signer-city: ଭୁବନେଶ୍ୱର xyxy=(1351,1358,1403,1370)
paragraph: କାର୍ଯ୍ୟକ୍ରମରେ ଅନେକ ଅତିଥି ଯୋଗ ଦେଇ ମତାମତ ରଖିଥିଲେ। ଶେଷରେ ଧନ୍ୟବାଦ ଅର୍ପଣ କରାଯାଇଥିଲା। xyxy=(14,257,184,298)
story-photo xyxy=(619,617,1244,803)
story-body xyxy=(203,852,458,999)
divider xyxy=(614,859,1249,860)
story-headline: ଭୂମିହୀନଙ୍କୁ ପଟ୍ଟା ଦାବିରେ ବିକ୍ଷୋଭ ସମାବେଶ xyxy=(612,1163,977,1188)
lead-headline: ୪ ହଜାର କଳାକାର ଉପେକ୍ଷିତ xyxy=(504,121,948,167)
dateline: ବାଲେଶ୍ୱର, ୨୩।୧୦ (ନି.ପ୍ର.)— xyxy=(340,1512,471,1523)
divider xyxy=(14,343,184,344)
paragraph: ସମାବେଶ ଶାନ୍ତିପୂର୍ଣ୍ଣ ଭାବେ ସମାପ୍ତ ହୋଇଥିଲା। ପୋଲିସ ବ୍ୟାପକ ସୁରକ୍ଷା ବ୍ୟବସ୍ଥା କରିଥିଲା। xyxy=(1028,1512,1249,1538)
